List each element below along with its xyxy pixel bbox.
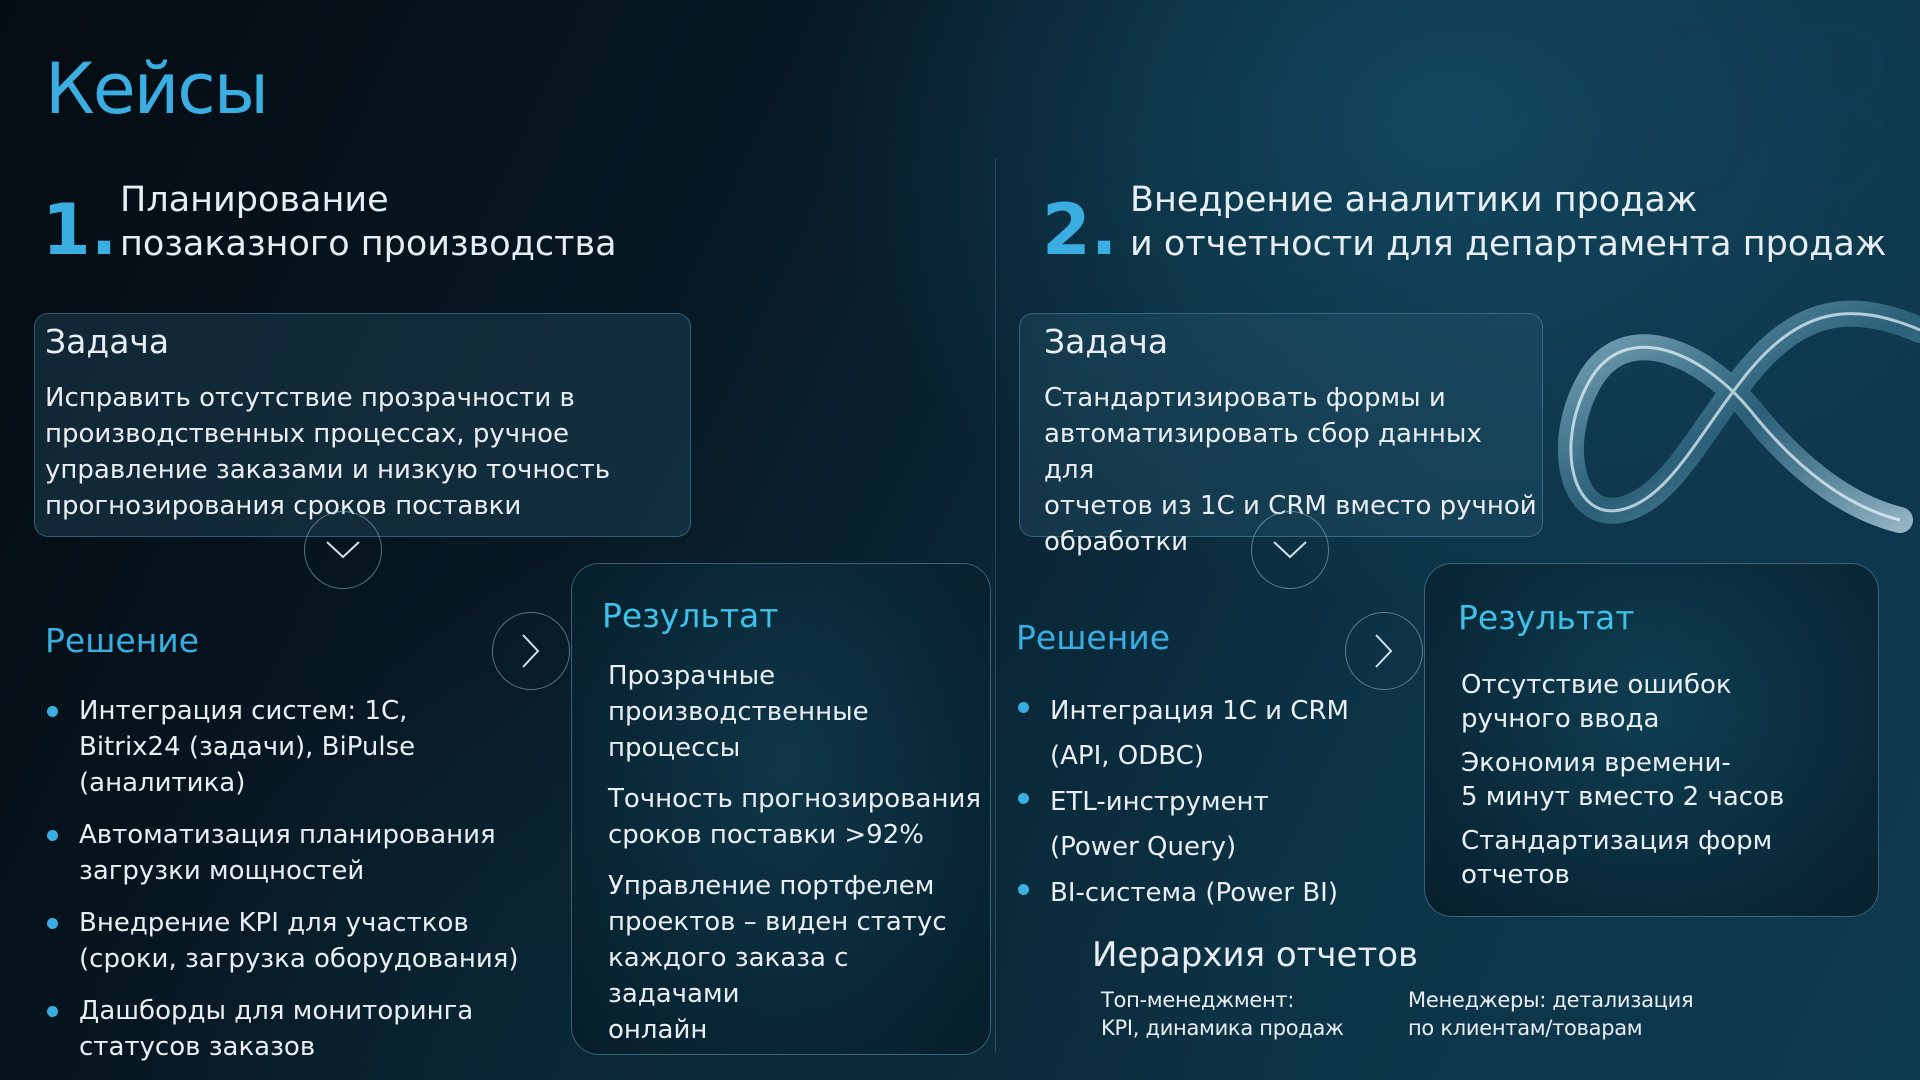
case1-title-line1: Планирование [120,180,389,220]
chevron-down-icon [1272,540,1308,560]
task-line: отчетов из 1С и CRM вместо ручной [1044,491,1537,521]
result-item [1461,746,1876,814]
result-line: проектов – виден статус [608,907,947,937]
case1-number: 1. [42,189,118,271]
case1-solution-heading: Решение [45,621,200,660]
task-line: Исправить отсутствие прозрачности в [45,383,575,413]
result-item [608,781,988,853]
slide-number-watermark: 03 [1625,0,1906,248]
case2-solution-list [1016,689,1376,916]
case2-title-line2: и отчетности для департамента продаж [1130,224,1887,264]
case1-expand-button[interactable] [304,511,382,589]
case1-task-text [45,380,685,524]
list-item [1016,689,1376,779]
result-line: ручного ввода [1461,704,1660,734]
result-line: онлайн [608,1015,708,1045]
list-item-line: статусов заказов [79,1032,316,1062]
chevron-down-icon [325,540,361,560]
list-item-line: (Power Query) [1050,832,1237,862]
hierarchy-line: Топ-менеджмент: [1101,988,1295,1012]
case2-task-heading: Задача [1044,322,1169,361]
list-item-line: Bitrix24 (задачи), BiPulse (аналитика) [79,732,416,798]
list-item-line: BI-система (Power BI) [1050,878,1338,908]
task-line: Стандартизировать формы и [1044,383,1446,413]
list-item [1016,780,1376,870]
result-line: Точность прогнозирования [608,784,981,814]
list-item-line: ETL-инструмент [1050,787,1269,817]
result-line: Управление портфелем [608,871,935,901]
case2-expand-button[interactable] [1251,511,1329,589]
case2-title [1130,178,1886,266]
case2-result-list [1461,668,1876,892]
result-line: производственные [608,697,869,727]
list-item-line: (сроки, загрузка оборудования) [79,944,519,974]
case2-title-line1: Внедрение аналитики продаж [1130,180,1698,220]
glass-ribbon-decoration [1550,290,1920,540]
list-item [45,905,565,977]
page-title: Кейсы [45,48,268,130]
column-divider [995,158,996,1053]
hierarchy-line: по клиентам/товарам [1408,1016,1643,1040]
result-item [608,868,988,1048]
task-line: прогнозирования сроков поставки [45,491,522,521]
case1-result-list [608,658,988,1048]
case1-title-line2: позаказного производства [120,224,617,264]
result-line: Прозрачные [608,661,776,691]
result-item [608,658,988,766]
list-item-line: Интеграция систем: 1С, [79,696,408,726]
result-line: Экономия времени- [1461,748,1731,778]
result-line: Стандартизация форм отчетов [1461,826,1773,890]
list-item-line: (API, ODBC) [1050,741,1204,771]
case2-number: 2. [1042,189,1118,271]
case1-task-heading: Задача [45,322,170,361]
list-item-line: Интеграция 1С и CRM [1050,696,1349,726]
result-line: 5 минут вместо 2 часов [1461,782,1785,812]
result-line: каждого заказа с задачами [608,943,849,1009]
hierarchy-line: Менеджеры: детализация [1408,988,1694,1012]
case1-title [120,178,617,266]
list-item [1016,871,1376,916]
case2-hierarchy-col1 [1101,986,1344,1042]
list-item-line: Внедрение KPI для участков [79,908,469,938]
chevron-right-icon [1374,633,1394,669]
result-line: сроков поставки >92% [608,820,924,850]
case2-result-heading: Результат [1458,598,1635,637]
task-line: автоматизировать сбор данных для [1044,419,1482,485]
task-line: производственных процессах, ручное [45,419,569,449]
case2-next-button[interactable] [1345,612,1423,690]
case2-hierarchy-heading: Иерархия отчетов [1092,935,1419,975]
case2-hierarchy-col2 [1408,986,1693,1042]
list-item-line: Дашборды для мониторинга [79,996,474,1026]
list-item [45,993,565,1065]
case1-result-heading: Результат [602,596,779,635]
task-line: управление заказами и низкую точность [45,455,611,485]
result-item [1461,668,1876,736]
chevron-right-icon [521,633,541,669]
list-item-line: Автоматизация планирования [79,820,496,850]
result-item [1461,824,1876,892]
case2-solution-heading: Решение [1016,618,1171,657]
hierarchy-line: KPI, динамика продаж [1101,1016,1344,1040]
case1-solution-list [45,693,565,1065]
case1-next-button[interactable] [492,612,570,690]
list-item [45,693,565,801]
result-line: Отсутствие ошибок [1461,670,1732,700]
result-line: процессы [608,733,741,763]
list-item-line: загрузки мощностей [79,856,365,886]
list-item [45,817,565,889]
task-line: обработки [1044,527,1189,557]
